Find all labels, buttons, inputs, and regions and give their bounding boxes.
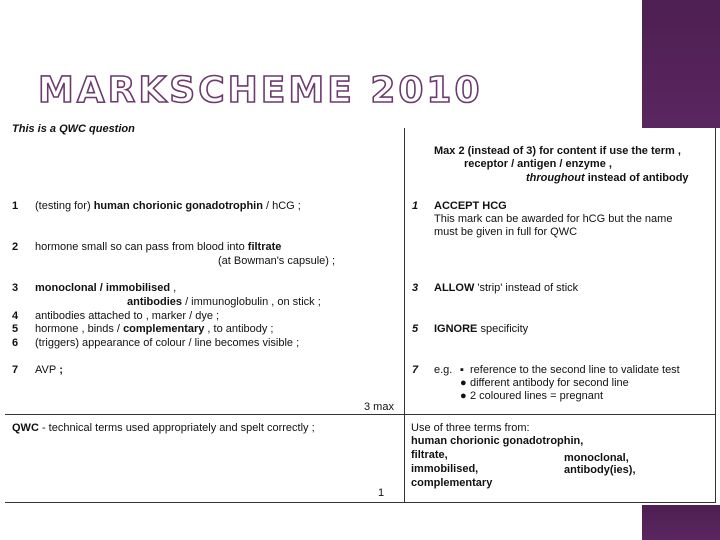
- table-row-rule: [5, 414, 715, 415]
- row-number: 7: [12, 364, 19, 376]
- qwc-term: antibody(ies),: [564, 464, 636, 476]
- qwc-criterion: QWC - technical terms used appropriately and spelt correctly ;: [12, 422, 315, 434]
- note-number: 1: [412, 200, 419, 212]
- qwc-term: filtrate,: [411, 449, 448, 461]
- qwc-term: human chorionic gonadotrophin,: [411, 435, 584, 447]
- bullet-icon: ▪: [460, 364, 464, 376]
- qwc-note: This is a QWC question: [12, 123, 135, 135]
- row-number: 2: [12, 241, 19, 253]
- qwc-terms-intro: Use of three terms from:: [411, 422, 530, 434]
- max-marks: 3 max: [364, 401, 394, 413]
- row-number: 4: [12, 310, 19, 322]
- note-3: ALLOW 'strip' instead of stick: [434, 282, 579, 294]
- guidance-header-1: Max 2 (instead of 3) for content if use the term ,: [434, 145, 681, 157]
- bullet-icon: ●: [460, 390, 467, 402]
- row-number: 3: [12, 282, 19, 294]
- answer-row-5: hormone , binds / complementary , to antibody ;: [35, 323, 274, 335]
- answer-row-2: hormone small so can pass from blood into filtrate: [35, 241, 282, 253]
- note-1-title: ACCEPT HCG: [434, 200, 507, 212]
- answer-row-4: antibodies attached to , marker / dye ;: [35, 310, 220, 322]
- page-title: MARKSCHEME 2010: [38, 70, 483, 111]
- table-bottom-border: [5, 502, 715, 503]
- guidance-header-2: receptor / antigen / enzyme ,: [464, 158, 612, 170]
- answer-row-6: (triggers) appearance of colour / line becomes visible ;: [35, 337, 300, 349]
- qwc-term: immobilised,: [411, 463, 479, 475]
- answer-row-3: monoclonal / immobilised ,: [35, 282, 177, 294]
- qwc-term: complementary: [411, 477, 493, 489]
- note-7-bullet: ● different antibody for second line: [460, 377, 629, 389]
- answer-row-2-cont: (at Bowman's capsule) ;: [218, 255, 336, 267]
- table-divider: [404, 128, 405, 503]
- note-7-bullet: ● 2 coloured lines = pregnant: [460, 390, 604, 402]
- note-1-line2: This mark can be awarded for hCG but the name: [434, 213, 673, 225]
- row-number: 1: [12, 200, 19, 212]
- note-7-bullet: ▪ reference to the second line to validate test: [460, 364, 680, 376]
- bullet-icon: ●: [460, 377, 467, 389]
- row-number: 6: [12, 337, 19, 349]
- note-5: IGNORE specificity: [434, 323, 529, 335]
- row-number: 5: [12, 323, 19, 335]
- guidance-header-3: throughout instead of antibody: [526, 172, 689, 184]
- note-number: 5: [412, 323, 419, 335]
- qwc-mark: 1: [378, 487, 385, 499]
- note-number: 3: [412, 282, 419, 294]
- note-1-line3: must be given in full for QWC: [434, 226, 578, 238]
- table-right-border: [715, 128, 716, 503]
- answer-row-7: AVP ;: [35, 364, 63, 376]
- qwc-term: monoclonal,: [564, 452, 629, 464]
- answer-row-1: (testing for) human chorionic gonadotrophin / hCG ;: [35, 200, 301, 212]
- accent-bar-top: [642, 0, 720, 128]
- note-7-lead: e.g.: [434, 364, 453, 376]
- accent-bar-bottom: [642, 505, 720, 540]
- answer-row-3-cont: antibodies / immunoglobulin , on stick ;: [127, 296, 321, 308]
- note-number: 7: [412, 364, 419, 376]
